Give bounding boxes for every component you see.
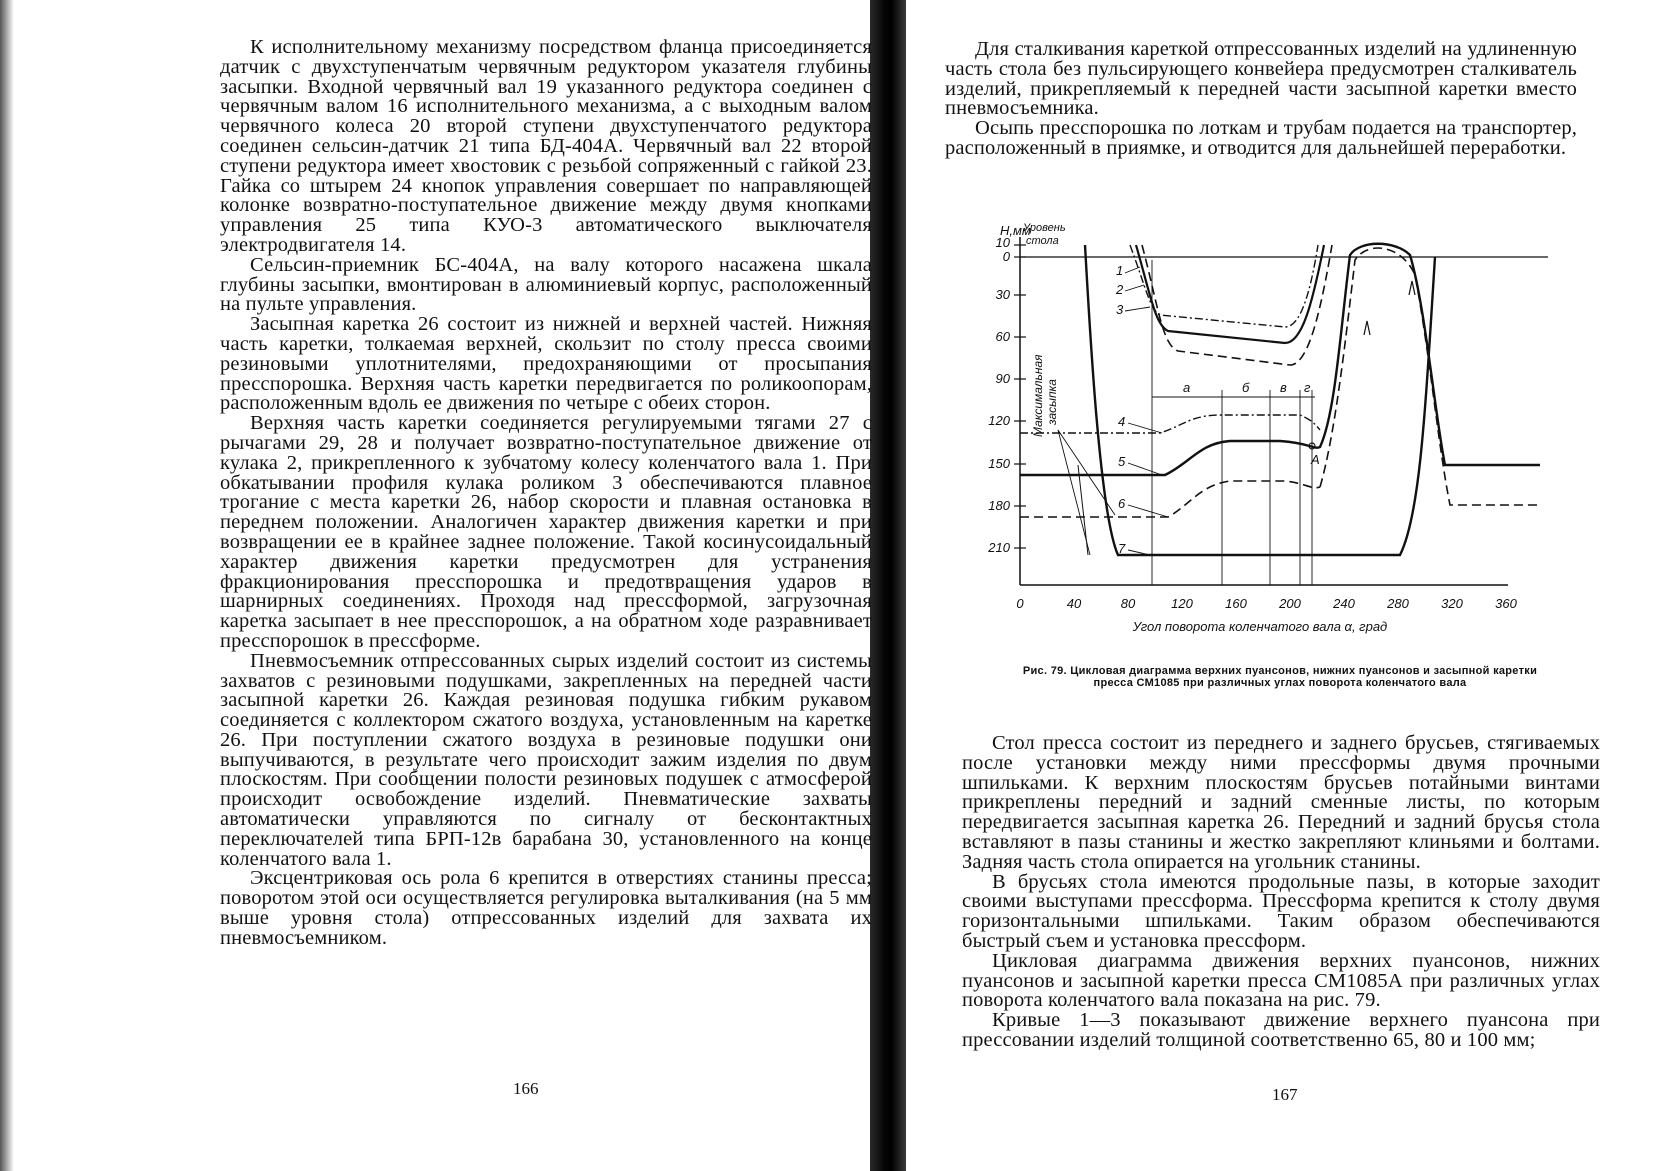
curve-label-5: 5 [1118,454,1126,469]
curve-6-rise [1320,248,1540,505]
paragraph: Осыпь пресспорошка по лоткам и трубам подается на транспортер, расположенный в приямке, и отводится для дальнейшей переработки. [945,117,1577,159]
paragraph: Верхняя часть каретки соединяется регулируемыми тягами 27 с рычагами 29, 28 и получает возвратно-поступательное движение от кулака 2, прикрепленного к зубчатому колесу коленчатого вала 1. При обкатывании профиля кулака роликом 3 обеспечиваются плавное трогание с места каретки 26, набор скорости и плавная остановка в переднем положении. Аналогичен характер движения каретки и при возвращении ее в крайнее заднее положение. Такой косинусоидальный характер движения каретки предусмотрен для устранения фракционирования пресспорошка и предотвращения ударов в шарнирных соединениях. Проходя над прессформой, загрузочная каретка засыпает в нее пресспорошок, а на обратном ходе разравнивает пресспорошок в прессформе. [220,412,872,652]
y-tick-label: 60 [995,329,1010,344]
x-tick-label: 120 [1171,596,1193,611]
x-tick-label: 360 [1495,596,1517,611]
paragraph: В брусьях стола имеются продольные пазы, в которые заходит своими выступами прессформа. Прессформа крепится к столу двумя горизонтальными шпильками. Таким образом обеспечиваются быстрый съем и установка прессформ. [962,870,1600,952]
curve-2 [1136,245,1324,343]
point-label-A: А [1311,452,1320,467]
left-page-body [220,38,872,949]
right-page-body-top [945,40,1577,159]
right-page [940,0,1630,1171]
x-tick-label: 320 [1441,596,1463,611]
y-tick-label: 210 [988,540,1010,555]
scan-edge-shadow [0,0,14,1171]
cycle-diagram-figure [940,215,1560,655]
phase-label-a: а [1183,380,1191,395]
curve-7 [1085,245,1435,555]
paragraph: Засыпная каретка 26 состоит из нижней и верхней частей. Нижняя часть каретки, толкаемая верхней, скользит по столу пресса своими резиновыми уплотнителями, предохраняющими от просыпания пресспорошка. Верхняя часть каретки передвигается по роликоопорам, расположенным вдоль ее движения по четыре с обеих сторон. [220,313,872,415]
curve-label-4: 4 [1118,414,1126,429]
phase-label-v: в [1280,380,1287,395]
paragraph: Для сталкивания кареткой отпрессованных изделий на удлиненную часть стола без пульсирующего конвейера предусмотрен сталкиватель изделий, прикрепляемый к передней части засыпной каретки вместо пневмосъемника. [945,38,1577,120]
x-tick-label: 240 [1333,596,1355,611]
right-page-body-bottom [962,734,1600,1051]
paragraph: Стол пресса состоит из переднего и заднего брусьев, стягиваемых после установки между ними прессформы двумя прочными шпильками. К верхним плоскостям брусьев потайными винтами прикреплены передний и задний сменные листы, по которым передвигается засыпная каретка 26. Передний и задний брусья стола вставляют в пазы станины и жестко закрепляют клиньями и болтами. Задняя часть стола опирается на угольник станины. [962,732,1600,873]
phase-label-g: г [1304,380,1311,395]
x-tick-label: 80 [1120,596,1136,611]
curve-4 [1020,415,1320,433]
y-tick-label: 90 [995,371,1010,386]
x-tick-label: 280 [1387,596,1409,611]
curve-label-1: 1 [1116,263,1124,278]
paragraph: Цикловая диаграмма движения верхних пуансонов, нижних пуансонов и засыпной каретки пресса СМ1085А при различных углах поворота коленчатого вала показана на рис. 79. [962,949,1600,1012]
paragraph: Пневмосъемник отпрессованных сырых изделий состоит из системы захватов с резиновыми подушками, закрепленных на передней части засыпной каретки 26. Каждая резиновая подушка гибким рукавом соединяется с коллектором сжатого воздуха, установленным на каретке 26. При поступлении сжатого воздуха в резиновые подушки они выпучиваются, в результате чего происходит зажим изделия по двум плоскостям. При сообщении полости резиновых подушек с атмосферой происходит освобождение изделий. Пневматические захваты автоматически управляются по сигналу от бесконтактных переключателей типа БРП-12в барабана 30, установленного на конце коленчатого вала 1. [220,649,872,870]
y-tick-label: 120 [988,413,1010,428]
max-fill-label-1: Максимальная [1031,354,1045,437]
x-tick-label: 200 [1279,596,1301,611]
cycle-diagram [940,215,1560,655]
curve-label-3: 3 [1116,302,1124,317]
book-spine [870,0,906,1171]
curve-6 [1020,481,1320,517]
y-tick-label: 180 [988,498,1010,513]
curve-label-6: 6 [1118,496,1126,511]
max-fill-label-2: засыпка [1045,379,1059,425]
x-axis-label: Угол поворота коленчатого вала α, град [1132,619,1388,634]
phase-label-b: б [1242,380,1250,395]
paragraph: Эксцентриковая ось рола 6 крепится в отверстиях станины пресса; поворотом этой оси осуществляется регулировка выталкивания (на 5 мм выше уровня стола) отпрессованных изделий для захвата их пневмосъемником. [220,867,872,949]
y-tick-label: 0 [1002,249,1010,264]
x-tick-label: 40 [1066,596,1082,611]
curve-3 [1142,245,1332,365]
x-tick-label: 0 [1016,596,1024,611]
table-level-label-2: стола [1026,235,1059,247]
y-tick-label: 30 [995,287,1010,302]
paragraph: Кривые 1—3 показывают движение верхнего пуансона при прессовании изделий толщиной соответственно 65, 80 и 100 мм; [962,1009,1600,1051]
y-tick-label: 10 [995,235,1010,250]
curve-label-2: 2 [1116,282,1124,297]
y-axis-label: H,мм [1000,223,1031,238]
page-number: 167 [1272,1085,1298,1104]
table-level-label-1: Уровень [1023,222,1066,234]
y-tick-label: 150 [988,456,1010,471]
paragraph: К исполнительному механизму посредством фланца присоединяется датчик с двухступенчатым червячным редуктором указателя глубины засыпки. Входной червячный вал 19 указанного редуктора соединен с червячным валом 16 исполнительного механизма, а с выходным валом червячного колеса 20 второй ступени двухступенчатого редуктора соединен сельсин-датчик 21 типа БД-404А. Червячный вал 22 второй ступени редуктора имеет хвостовик с резьбой сопряженный с гайкой 23. Гайка со штырем 24 кнопок управления совершает по направляющей колонке возвратно-поступательное движение между двумя кнопками управления 25 типа КУО-3 автоматического выключателя электродвигателя 14. [220,36,872,256]
page-number: 166 [513,1079,539,1098]
left-page [210,0,870,1171]
curve-label-7: 7 [1118,541,1126,556]
x-tick-label: 160 [1225,596,1247,611]
figure-caption: Рис. 79. Цикловая диаграмма верхних пуансонов, нижних пуансонов и засыпной каретки пресса СМ1085 при различных углах поворота коленчатого вала [1022,665,1538,689]
paragraph: Сельсин-приемник БС-404А, на валу которого насажена шкала глубины засыпки, вмонтирован в алюминиевый корпус, расположенный на пульте управления. [220,253,872,316]
